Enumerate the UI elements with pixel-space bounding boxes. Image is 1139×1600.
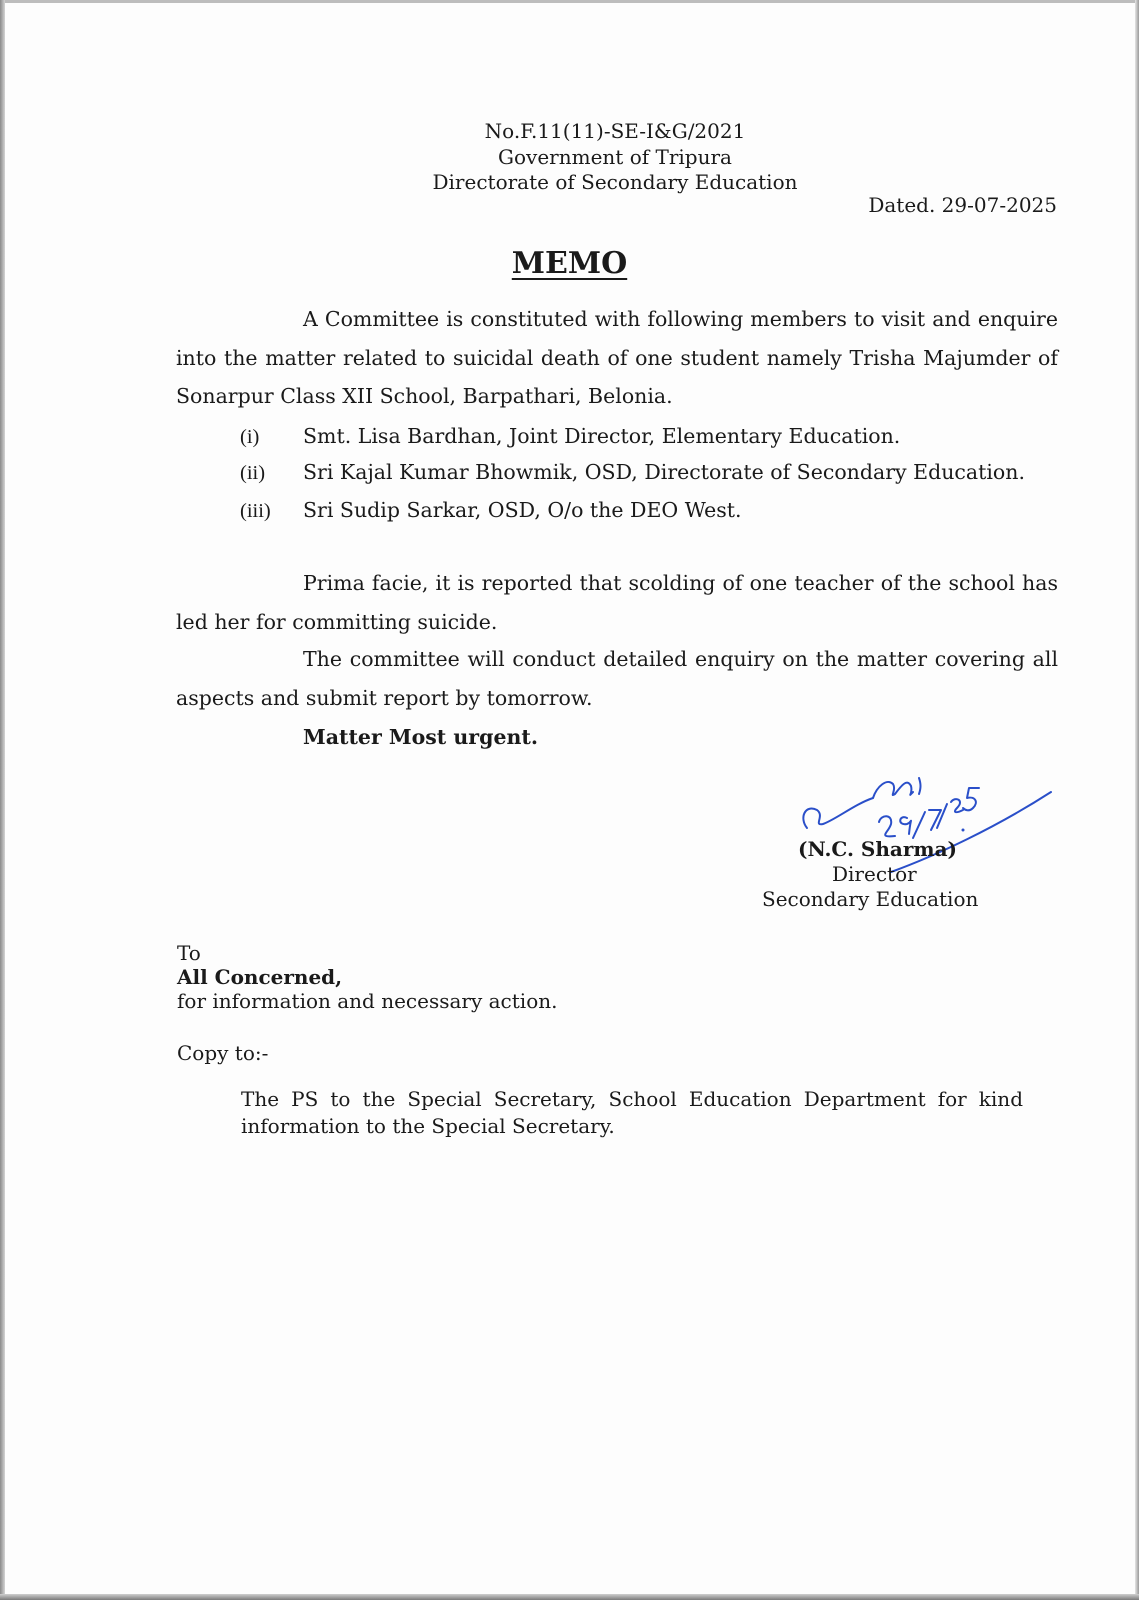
member-number: (ii) — [240, 462, 266, 484]
member-item — [240, 460, 1025, 485]
instruction-paragraph: The committee will conduct detailed enquiry on the matter covering all aspects and submit report by tomorrow. — [176, 647, 1058, 710]
memo-title: MEMO — [511, 246, 628, 281]
page-edge-top — [0, 0, 1139, 3]
urgency-note: Matter Most urgent. — [303, 725, 538, 749]
file-number: No.F.11(11)-SE-I&G/2021 — [484, 119, 746, 143]
signatory-name: (N.C. Sharma) — [798, 837, 957, 861]
report-paragraph: Prima facie, it is reported that scolding of one teacher of the school has led her for committing suicide. — [176, 571, 1058, 634]
member-text: Sri Sudip Sarkar, OSD, O/o the DEO West. — [303, 498, 742, 522]
signature-dot — [962, 829, 965, 832]
page-edge-right — [1135, 0, 1139, 1600]
recipient-purpose: for information and necessary action. — [177, 989, 558, 1013]
member-text: Sri Kajal Kumar Bhowmik, OSD, Directorate of Secondary Education. — [303, 460, 1025, 484]
member-number: (iii) — [240, 500, 271, 522]
member-item — [240, 498, 742, 523]
intro-paragraph: A Committee is constituted with following members to visit and enquire into the matter related to suicidal death of one student namely Trisha Majumder of Sonarpur Class XII School, Barpathari, Belonia. — [176, 307, 1058, 408]
memo-date: Dated. 29-07-2025 — [868, 193, 1057, 217]
recipient-name: All Concerned, — [177, 965, 343, 989]
member-number: (i) — [240, 426, 260, 448]
directorate-name: Directorate of Secondary Education — [432, 170, 798, 194]
signatory-department: Secondary Education — [762, 887, 979, 911]
member-text: Smt. Lisa Bardhan, Joint Director, Elementary Education. — [303, 424, 901, 448]
page-edge-left — [0, 0, 5, 1600]
to-label: To — [177, 941, 201, 965]
member-item — [240, 424, 900, 449]
signatory-designation: Director — [832, 862, 917, 886]
copy-to-label: Copy to:- — [177, 1041, 269, 1065]
page-edge-bottom — [0, 1594, 1139, 1600]
copy-to-text: The PS to the Special Secretary, School Education Department for kind information to the Special Secretary. — [241, 1087, 1023, 1138]
government-name: Government of Tripura — [498, 145, 732, 169]
